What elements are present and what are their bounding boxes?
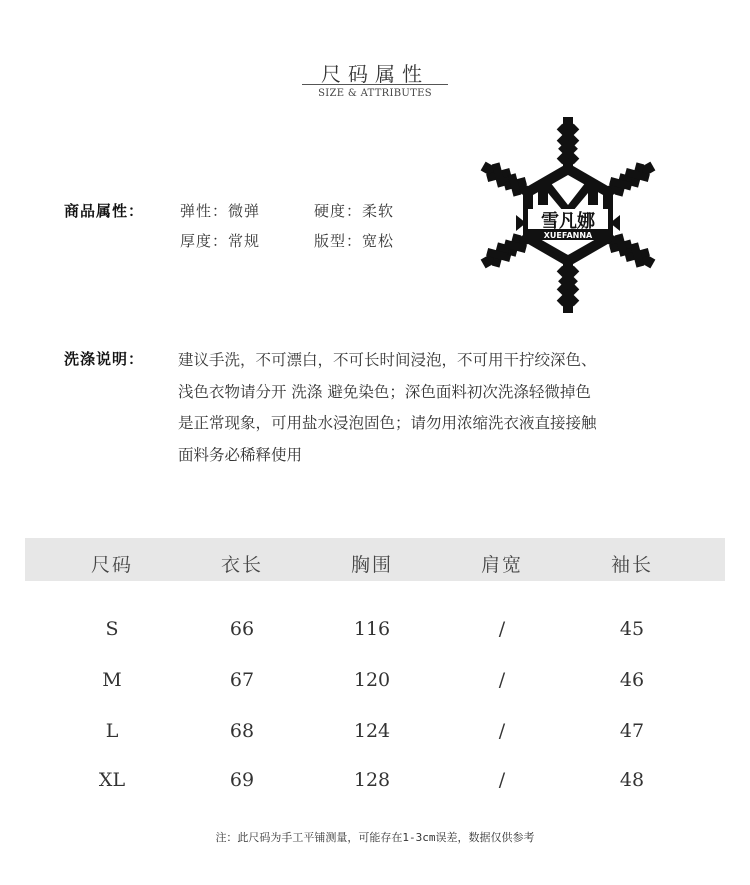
attribute-fit: 版型：宽松: [314, 232, 395, 250]
cell-length: 67: [229, 669, 255, 691]
attribute-thickness: 厚度：常规: [180, 232, 261, 250]
logo-brand-cn: 雪凡娜: [541, 211, 595, 232]
header-chest: 胸围: [350, 554, 393, 576]
washing-line: 面料务必稀释使用: [178, 445, 303, 464]
cell-shoulder: /: [498, 720, 506, 742]
cell-size: XL: [98, 769, 126, 791]
cell-shoulder: /: [498, 769, 506, 791]
cell-length: 69: [229, 769, 255, 791]
cell-sleeve: 48: [619, 769, 645, 791]
cell-shoulder: /: [498, 618, 506, 640]
cell-sleeve: 45: [619, 618, 645, 640]
cell-chest: 128: [353, 769, 391, 791]
header-shoulder: 肩宽: [480, 554, 523, 576]
cell-chest: 124: [353, 720, 391, 742]
cell-sleeve: 46: [619, 669, 645, 691]
cell-chest: 120: [353, 669, 391, 691]
logo-brand-en: XUEFANNA: [543, 231, 593, 240]
cell-length: 66: [229, 618, 255, 640]
cell-size: S: [105, 618, 119, 640]
header-size: 尺码: [90, 554, 133, 576]
cell-sleeve: 47: [619, 720, 645, 742]
washing-label: 洗涤说明：: [64, 350, 145, 368]
washing-text: [178, 345, 678, 471]
header-length: 衣长: [220, 554, 263, 576]
cell-shoulder: /: [498, 669, 506, 691]
attributes-label: 商品属性：: [64, 202, 145, 220]
attribute-elasticity: 弹性：微弹: [180, 202, 261, 220]
washing-line: 浅色衣物请分开 洗涤 避免染色；深色面料初次洗涤轻微掉色: [178, 382, 591, 401]
cell-chest: 116: [353, 618, 391, 640]
snowflake-icon: [468, 115, 668, 315]
washing-line: 是正常现象，可用盐水浸泡固色；请勿用浓缩洗衣液直接接触: [178, 414, 597, 432]
title-divider: [302, 84, 448, 85]
brand-logo: [468, 115, 668, 315]
attribute-hardness: 硬度：柔软: [314, 202, 395, 220]
measurement-note: 注：此尺码为手工平铺测量，可能存在1-3cm误差，数据仅供参考: [215, 831, 535, 844]
washing-line: 建议手洗，不可漂白，不可长时间浸泡，不可用干拧绞深色、: [178, 351, 597, 369]
header-sleeve: 袖长: [610, 554, 653, 576]
section-subtitle: SIZE & ATTRIBUTES: [318, 88, 432, 99]
section-title: 尺码属性: [321, 62, 429, 86]
cell-size: M: [102, 669, 122, 691]
cell-length: 68: [229, 720, 255, 742]
cell-size: L: [105, 720, 119, 742]
